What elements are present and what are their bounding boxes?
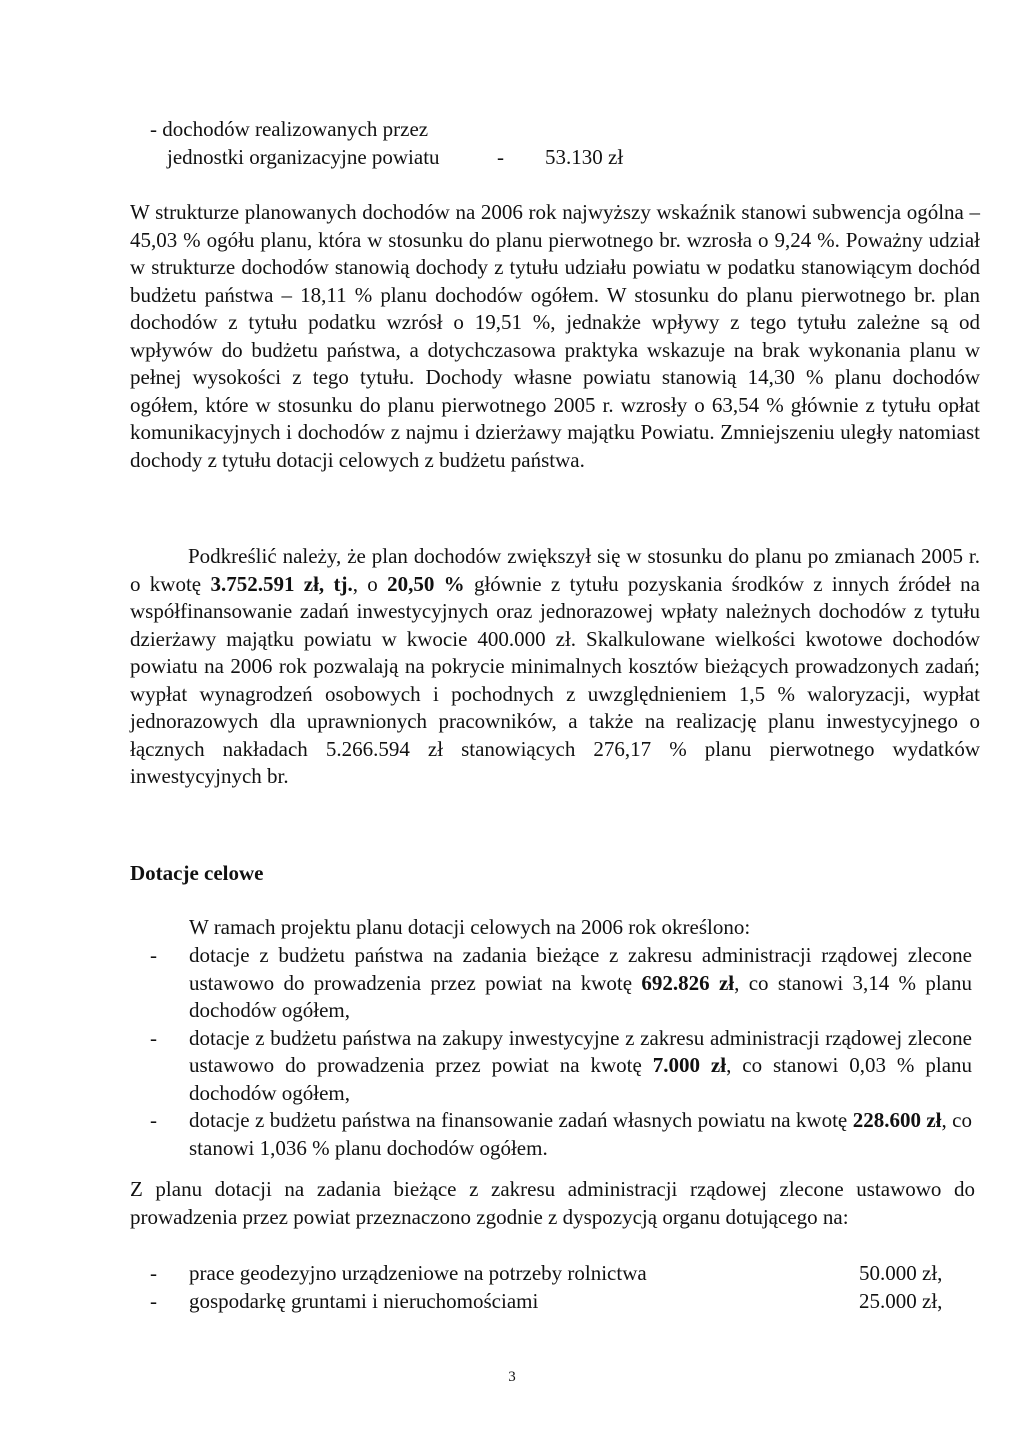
paragraph-increase-percent: 20,50 % [387,571,465,596]
paragraph-increase-part2: , o [352,571,388,596]
intro-dash: - [497,144,504,169]
bullet-dash: - [150,943,157,967]
closing-paragraph: Z planu dotacji na zadania bieżące z zakresu administracji rządowej zlecone ustawowo do prowadzenia przez powiat przeznaczono zgodnie z dyspozycją organu dotującego na: [130,1177,975,1229]
intro-line-1: - dochodów realizowanych przez [150,117,429,141]
dotacje-list [150,942,972,1162]
list-item [150,942,972,1025]
list-item-after: , co stanowi 3,14 % planu dochodów ogółem, [189,970,973,1022]
list-item-text [189,1025,972,1108]
list-item-before: dotacje z budżetu państwa na zakupy inwestycyjne z zakresu administracji rządowej zlecone ustawowo do prowadzenia przez powiat na kwotę [189,1025,972,1077]
page-number: 3 [508,1369,516,1385]
allocation-item [150,1260,970,1288]
list-item-text [189,1107,972,1162]
item-dash: - [150,1261,157,1285]
list-item-text [189,942,972,1025]
item-dash: - [150,1288,157,1313]
list-item-amount: 7.000 zł [652,1053,727,1077]
bullet-dash: - [150,1108,157,1132]
list-item-amount: 692.826 zł [641,970,735,995]
item-amount: 25.000 zł, [859,1288,943,1313]
list-item-after: , co stanowi 1,036 % planu dochodów ogółem. [189,1108,973,1160]
item-amount: 50.000 zł, [859,1261,943,1285]
list-item-amount: 228.600 zł [852,1108,942,1132]
list-item [150,1107,972,1162]
item-label: prace geodezyjno urządzeniowe na potrzeby rolnictwa [189,1261,647,1285]
item-label: gospodarkę gruntami i nieruchomościami [189,1288,539,1313]
allocation-item [150,1288,970,1316]
bullet-dash: - [150,1025,157,1050]
section-heading: Dotacje celowe [130,861,264,885]
paragraph-increase-part1: Podkreślić należy, że plan dochodów zwiększył się w stosunku do planu po zmianach 2005 r. o kwotę [130,544,980,596]
paragraph-increase [130,543,980,791]
paragraph-increase-part3: głównie z tytułu pozyskania środków z innych źródeł na współfinansowanie zadań inwestycyjnych oraz jednorazowej wpłaty należnych dochodów z tytułu dzierżawy majątku powiatu w kwocie 400.000 zł. Skalkulowane wielkości kwotowe dochodów powiatu na 2006 rok pozwalają na pokrycie minimalnych kosztów bieżących prowadzonych zadań; wypłat wynagrodzeń osobowych i pochodnych z uwzględnieniem 1,5 % waloryzacji, wypłat jednorazowych dla uprawnionych pracowników, a także na realizację planu inwestycyjnego o łącznych nakładach 5.266.594 zł stanowiących 276,17 % planu pierwotnego wydatków inwestycyjnych br. [130,571,980,788]
list-item-before: dotacje z budżetu państwa na finansowanie zadań własnych powiatu na kwotę [189,1108,853,1132]
intro-amount: 53.130 zł [545,144,624,169]
intro-line-2 [150,144,710,172]
paragraph-increase-amount: 3.752.591 zł, tj. [210,571,353,596]
allocation-list [150,1260,970,1315]
paragraph-structure: W strukturze planowanych dochodów na 2006 rok najwyższy wskaźnik stanowi subwencja ogólna – 45,03 % ogółu planu, która w stosunku do planu pierwotnego br. wzrosła o 9,24 %. Poważny udział w strukturze dochodów stanowią dochody z tytułu udziału powiatu w podatku stanowiącym dochód budżetu państwa – 18,11 % planu dochodów ogółem. W stosunku do planu pierwotnego br. plan dochodów z tytułu podatku wzrósł o 19,51 %, jednakże wpływy z tego tytułu zależne są od wpływów do budżetu państwa, a dotychczasowa praktyka wskazuje na brak wykonania planu w pełnej wysokości z tego tytułu. Dochody własne powiatu stanowią 14,30 % planu dochodów ogółem, które w stosunku do planu pierwotnego 2005 r. wzrosły o 63,54 % głównie z tytułu opłat komunikacyjnych i dochodów z najmu i dzierżawy majątku Powiatu. Zmniejszeniu uległy natomiast dochody z tytułu dotacji celowych z budżetu państwa. [130,200,980,472]
dotacje-intro: W ramach projektu planu dotacji celowych na 2006 rok określono: [189,915,751,939]
intro-label: jednostki organizacyjne powiatu [167,144,440,169]
intro-block [150,116,710,171]
list-item-after: , co stanowi 0,03 % planu dochodów ogółem, [189,1053,973,1105]
list-item [150,1025,972,1108]
list-item-before: dotacje z budżetu państwa na zadania bieżące z zakresu administracji rządowej zlecone ustawowo do prowadzenia przez powiat na kwotę [189,943,972,995]
